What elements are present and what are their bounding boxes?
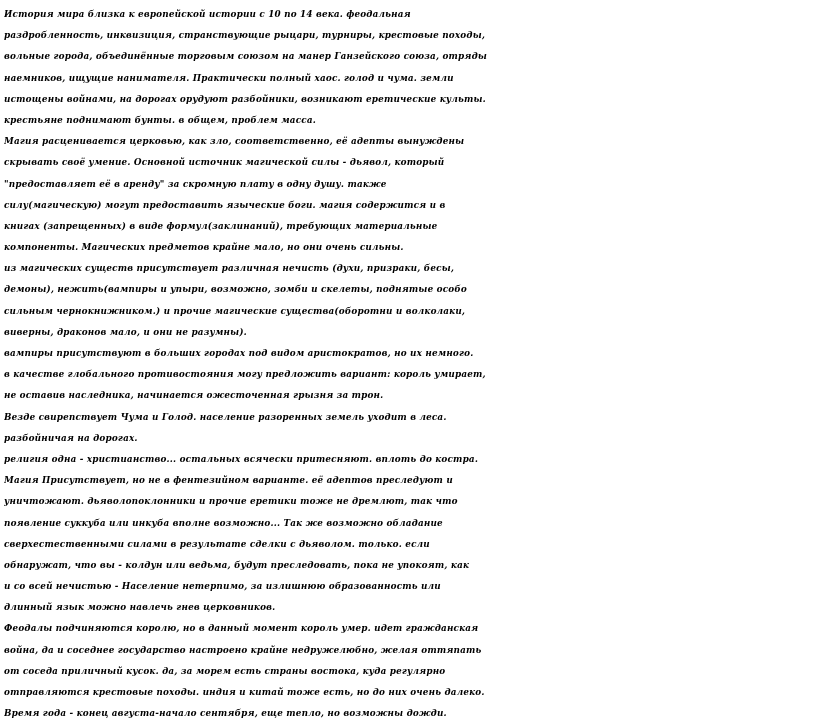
text-line: обнаружат, что вы - колдун или ведьма, будут преследовать, пока не упокоят, как: [4, 560, 470, 571]
text-line: виверны, драконов мало, и они не разумны).: [4, 327, 247, 338]
text-line: Феодалы подчиняются королю, но в данный момент король умер. идет гражданская: [4, 624, 479, 635]
text-line: появление суккуба или инкуба вполне возможно... Так же возможно обладание: [4, 518, 443, 529]
text-line: крестьяне поднимают бунты. в общем, проблем масса.: [4, 115, 316, 126]
document-body: [4, 5, 818, 725]
text-line: не оставив наследника, начинается ожесточенная грызня за трон.: [4, 391, 384, 402]
text-line: вампиры присутствуют в больших городах под видом аристократов, но их немного.: [4, 349, 474, 359]
text-line: Везде свирепствует Чума и Голод. население разоренных земель уходит в леса.: [4, 412, 447, 423]
text-line: скрывать своё умение. Основной источник магической силы - дьявол, который: [4, 158, 445, 169]
text-line: религия одна - христианство... остальных всячески притесняют. вплоть до костра.: [4, 454, 479, 465]
text-line: Время года - конец августа-начало сентября, еще тепло, но возможны дожди.: [4, 709, 447, 720]
text-line: длинный язык можно навлечь гнев церковников.: [4, 603, 276, 614]
text-line: война, да и соседнее государство настроено крайне недружелюбно, желая оттяпать: [4, 645, 482, 656]
text-line: разбойничая на дорогах.: [4, 433, 138, 444]
text-line: Магия расценивается церковью, как зло, соответственно, её адепты вынуждены: [4, 137, 465, 148]
text-line: и со всей нечистью - Население нетерпимо, за излишнюю образованность или: [4, 582, 441, 593]
text-line: уничтожают. дьяволопоклонники и прочие еретики тоже не дремлют, так что: [4, 497, 458, 508]
text-line: из магических существ присутствует различная нечисть (духи, призраки, бесы,: [4, 264, 455, 275]
text-line: вольные города, объединённые торговым союзом на манер Ганзейского союза, отряды: [4, 52, 488, 63]
text-line: компоненты. Магических предметов крайне мало, но они очень сильны.: [4, 243, 404, 254]
text-line: сверхестественными силами в результате сделки с дьяволом. только. если: [4, 539, 430, 550]
text-line: истощены войнами, на дорогах орудуют разбойники, возникают еретические культы.: [4, 94, 486, 105]
text-line: в качестве глобального противостояния могу предложить вариант: король умирает,: [4, 370, 486, 381]
text-line: наемников, ищущие нанимателя. Практически полный хаос. голод и чума. земли: [4, 73, 454, 84]
text-line: отправляются крестовые походы. индия и китай тоже есть, но до них очень далеко.: [4, 688, 485, 698]
text-line: сильным чернокнижником.) и прочие магические существа(оборотни и волколаки,: [4, 306, 466, 317]
text-line: Магия Присутствует, но не в фентезийном варианте. её адептов преследуют и: [4, 476, 453, 487]
text-line: демоны), нежить(вампиры и упыри, возможно, зомби и скелеты, поднятые особо: [4, 285, 467, 296]
text-line: История мира близка к европейской истории с 10 по 14 века. феодальная: [4, 10, 411, 20]
text-line: "предоставляет её в аренду" за скромную плату в одну душу. также: [4, 179, 387, 190]
text-line: силу(магическую) могут предоставить языческие боги. магия содержится и в: [4, 200, 446, 211]
text-line: от соседа приличный кусок. да, за морем есть страны востока, куда регулярно: [4, 666, 446, 677]
text-line: раздробленность, инквизиция, странствующие рыцари, турниры, крестовые походы,: [4, 31, 486, 42]
text-line: книгах (запрещенных) в виде формул(заклинаний), требующих материальные: [4, 221, 438, 232]
